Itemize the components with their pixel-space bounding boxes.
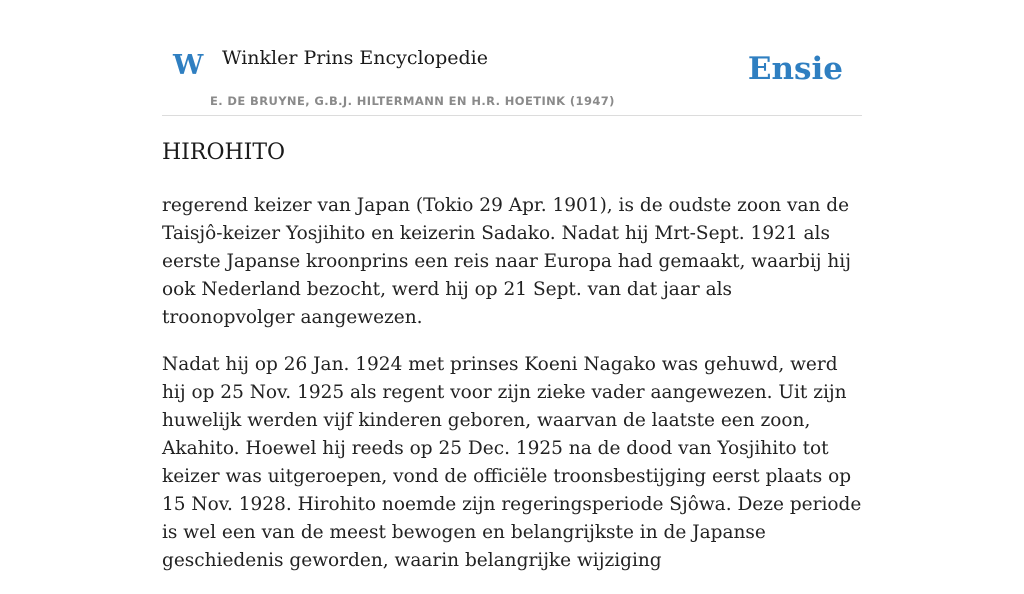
- ensie-brand-logo[interactable]: Ensie: [747, 51, 843, 87]
- entry-paragraph: regerend keizer van Japan (Tokio 29 Apr. 1901), is de oudste zoon van de Taisjô-keizer Yosjihito en keizerin Sadako. Nadat hij Mrt-Sept. 1921 als eerste Japanse kroonprins een reis naar Europa had gemaakt, waarbij hij ook Nederland bezocht, werd hij op 21 Sept. van dat jaar als troonopvolger aangewezen.: [162, 195, 851, 328]
- entry-body: [162, 192, 862, 594]
- entry-title: HIROHITO: [162, 140, 286, 165]
- site-header: [162, 40, 862, 116]
- winkler-prins-logo-icon[interactable]: W: [173, 50, 204, 81]
- source-work-title[interactable]: Winkler Prins Encyclopedie: [222, 47, 488, 69]
- source-authors: E. DE BRUYNE, G.B.J. HILTERMANN EN H.R. HOETINK (1947): [210, 94, 615, 108]
- entry-paragraph: Nadat hij op 26 Jan. 1924 met prinses Koeni Nagako was gehuwd, werd hij op 25 Nov. 1925 als regent voor zijn zieke vader aangewezen. Uit zijn huwelijk werden vijf kinderen geboren, waarvan de laatste een zoon, Akahito. Hoewel hij reeds op 25 Dec. 1925 na de dood van Yosjihito tot keizer was uitgeroepen, vond de officiële troonsbestijging eerst plaats op 15 Nov. 1928. Hirohito noemde zijn regeringsperiode Sjôwa. Deze periode is wel een van de meest bewogen en belangrijkste in de Japanse geschiedenis geworden, waarin belangrijke wijziging: [162, 354, 862, 571]
